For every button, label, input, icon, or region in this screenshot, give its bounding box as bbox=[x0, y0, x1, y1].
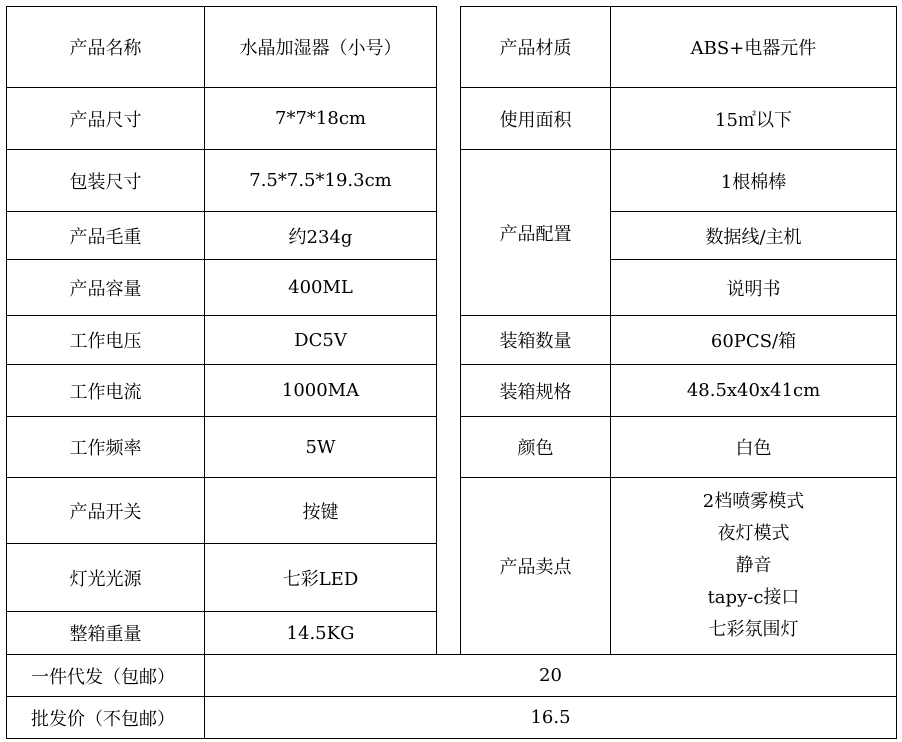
label-wholesale-price: 批发价（不包邮） bbox=[6, 696, 205, 739]
value-product-size: 7*7*18cm bbox=[204, 87, 437, 150]
label-switch: 产品开关 bbox=[6, 477, 205, 544]
value-product-name: 水晶加湿器（小号） bbox=[204, 6, 437, 88]
label-color: 颜色 bbox=[460, 416, 611, 478]
value-capacity: 400ML bbox=[204, 259, 437, 316]
value-power: 5W bbox=[204, 416, 437, 478]
value-light-source: 七彩LED bbox=[204, 543, 437, 612]
label-voltage: 工作电压 bbox=[6, 315, 205, 365]
selling-point: 夜灯模式 bbox=[717, 523, 790, 544]
value-selling-points bbox=[610, 477, 897, 655]
value-carton-spec: 48.5x40x41cm bbox=[610, 364, 897, 417]
label-carton-spec: 装箱规格 bbox=[460, 364, 611, 417]
selling-point: 2档喷雾模式 bbox=[702, 491, 805, 512]
label-power: 工作频率 bbox=[6, 416, 205, 478]
value-current: 1000MA bbox=[204, 364, 437, 417]
selling-point: 静音 bbox=[735, 555, 772, 576]
value-carton-qty: 60PCS/箱 bbox=[610, 315, 897, 365]
selling-point: 七彩氛围灯 bbox=[708, 619, 799, 640]
label-carton-weight: 整箱重量 bbox=[6, 611, 205, 655]
value-switch: 按键 bbox=[204, 477, 437, 544]
label-product-name: 产品名称 bbox=[6, 6, 205, 88]
label-usage-area: 使用面积 bbox=[460, 87, 611, 150]
label-dropship-price: 一件代发（包邮） bbox=[6, 654, 205, 697]
value-dropship-price: 20 bbox=[204, 654, 897, 697]
value-voltage: DC5V bbox=[204, 315, 437, 365]
label-selling-points: 产品卖点 bbox=[460, 477, 611, 655]
label-light-source: 灯光光源 bbox=[6, 543, 205, 612]
value-carton-weight: 14.5KG bbox=[204, 611, 437, 655]
value-config-manual: 说明书 bbox=[610, 259, 897, 316]
label-configuration: 产品配置 bbox=[460, 149, 611, 316]
label-product-size: 产品尺寸 bbox=[6, 87, 205, 150]
value-gross-weight: 约234g bbox=[204, 211, 437, 260]
selling-point: tapy-c接口 bbox=[707, 587, 800, 608]
label-gross-weight: 产品毛重 bbox=[6, 211, 205, 260]
label-material: 产品材质 bbox=[460, 6, 611, 88]
value-usage-area: 15㎡以下 bbox=[610, 87, 897, 150]
value-config-cable: 数据线/主机 bbox=[610, 211, 897, 260]
value-wholesale-price: 16.5 bbox=[204, 696, 897, 739]
value-config-swab: 1根棉棒 bbox=[610, 149, 897, 212]
value-material: ABS+电器元件 bbox=[610, 6, 897, 88]
label-package-size: 包装尺寸 bbox=[6, 149, 205, 212]
value-package-size: 7.5*7.5*19.3cm bbox=[204, 149, 437, 212]
value-color: 白色 bbox=[610, 416, 897, 478]
label-capacity: 产品容量 bbox=[6, 259, 205, 316]
label-current: 工作电流 bbox=[6, 364, 205, 417]
label-carton-qty: 装箱数量 bbox=[460, 315, 611, 365]
